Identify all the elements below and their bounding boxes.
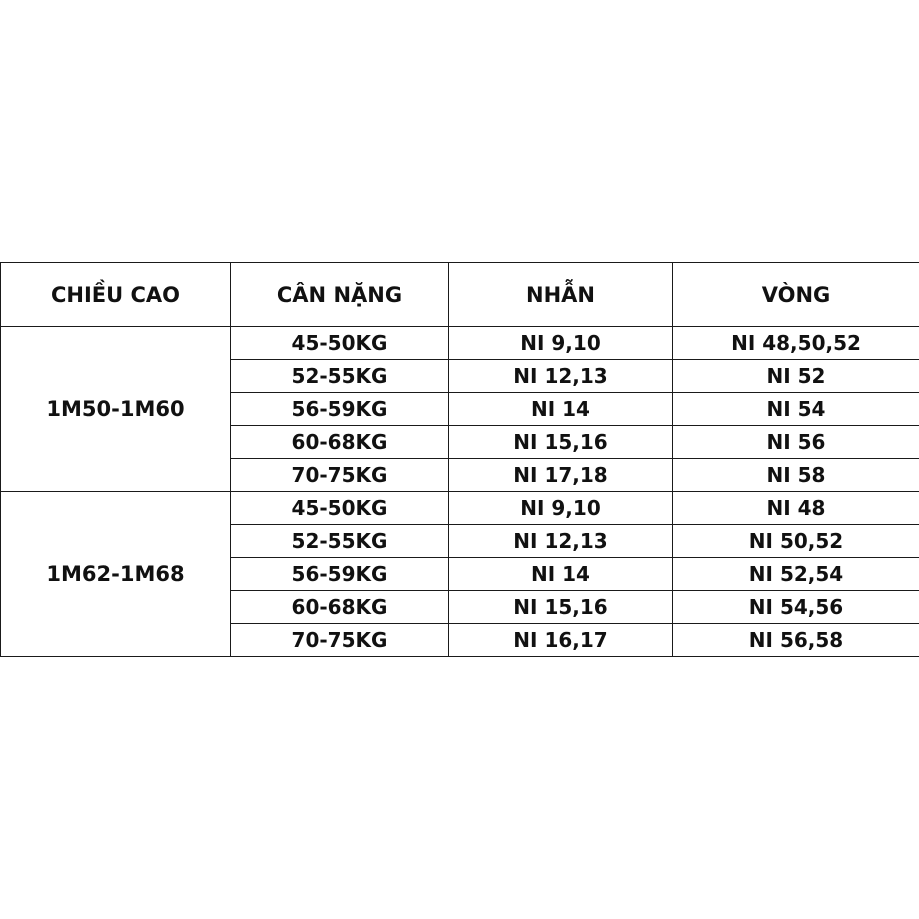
bracelet-size-cell: NI 52 xyxy=(673,360,919,393)
header-bracelet: VÒNG xyxy=(673,263,919,327)
group-height-cell: 1M62-1M68 xyxy=(1,492,231,657)
weight-cell: 70-75KG xyxy=(231,459,449,492)
weight-cell: 52-55KG xyxy=(231,525,449,558)
ring-size-cell: NI 9,10 xyxy=(449,327,673,360)
weight-cell: 45-50KG xyxy=(231,327,449,360)
ring-size-cell: NI 14 xyxy=(449,393,673,426)
size-chart-table xyxy=(0,262,919,657)
bracelet-size-cell: NI 54,56 xyxy=(673,591,919,624)
header-row xyxy=(1,263,919,327)
header-height: CHIỀU CAO xyxy=(1,263,231,327)
weight-cell: 56-59KG xyxy=(231,558,449,591)
weight-cell: 56-59KG xyxy=(231,393,449,426)
ring-size-cell: NI 17,18 xyxy=(449,459,673,492)
bracelet-size-cell: NI 48,50,52 xyxy=(673,327,919,360)
bracelet-size-cell: NI 48 xyxy=(673,492,919,525)
bracelet-size-cell: NI 52,54 xyxy=(673,558,919,591)
bracelet-size-cell: NI 50,52 xyxy=(673,525,919,558)
ring-size-cell: NI 9,10 xyxy=(449,492,673,525)
weight-cell: 45-50KG xyxy=(231,492,449,525)
bracelet-size-cell: NI 54 xyxy=(673,393,919,426)
ring-size-cell: NI 12,13 xyxy=(449,360,673,393)
table-row xyxy=(1,327,919,360)
bracelet-size-cell: NI 58 xyxy=(673,459,919,492)
group-height-cell: 1M50-1M60 xyxy=(1,327,231,492)
ring-size-cell: NI 14 xyxy=(449,558,673,591)
ring-size-cell: NI 12,13 xyxy=(449,525,673,558)
weight-cell: 70-75KG xyxy=(231,624,449,657)
bracelet-size-cell: NI 56,58 xyxy=(673,624,919,657)
weight-cell: 60-68KG xyxy=(231,426,449,459)
bracelet-size-cell: NI 56 xyxy=(673,426,919,459)
ring-size-cell: NI 15,16 xyxy=(449,426,673,459)
header-weight: CÂN NẶNG xyxy=(231,263,449,327)
ring-size-cell: NI 16,17 xyxy=(449,624,673,657)
ring-size-cell: NI 15,16 xyxy=(449,591,673,624)
weight-cell: 60-68KG xyxy=(231,591,449,624)
header-ring: NHẪN xyxy=(449,263,673,327)
weight-cell: 52-55KG xyxy=(231,360,449,393)
table-row xyxy=(1,492,919,525)
